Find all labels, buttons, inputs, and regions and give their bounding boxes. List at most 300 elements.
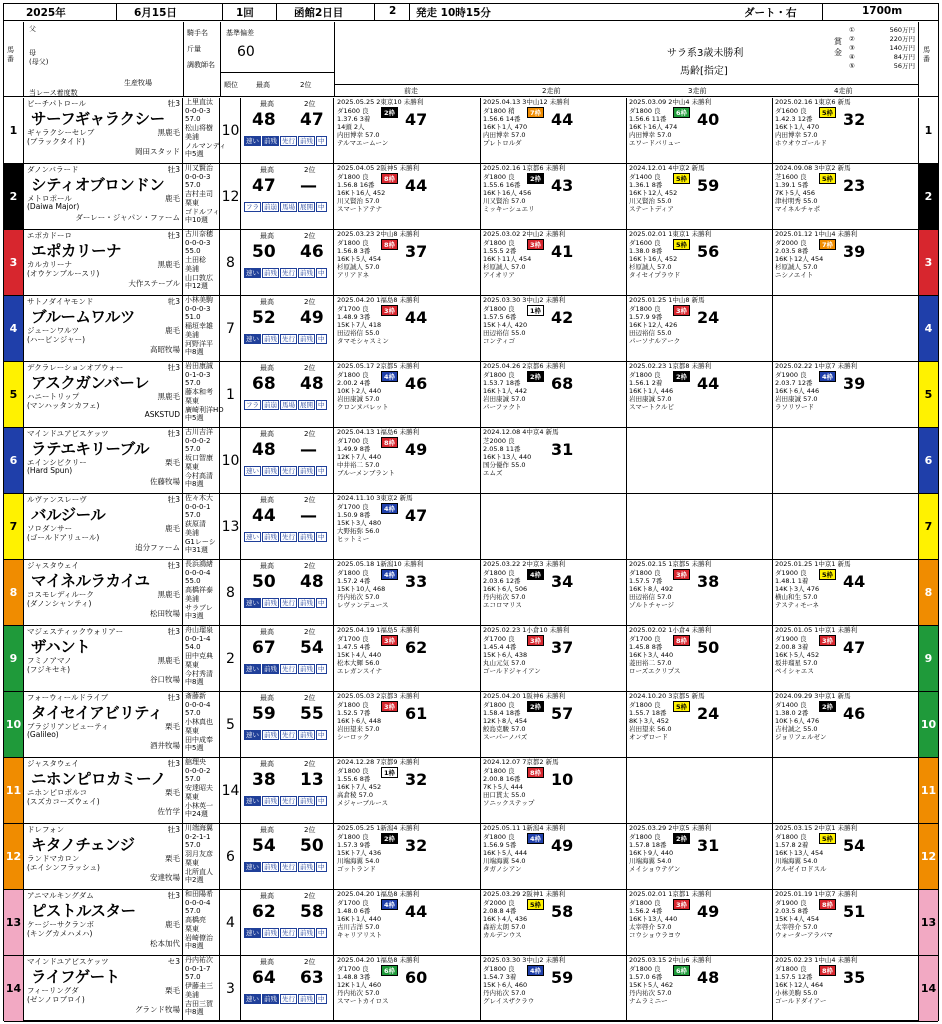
run-line: ダ1800 良 (775, 965, 807, 973)
jockey-line: 0-0-0-2 (185, 436, 211, 445)
style-tag: 中 (318, 731, 325, 739)
post-badge: 5枠 (527, 899, 544, 910)
run-line: ソニックステップ (483, 799, 535, 807)
prize-place: ⑤ (849, 62, 855, 70)
run-header: 2025.03.09 2中山4 未勝利 (629, 98, 712, 106)
run-score: 10 (551, 770, 574, 789)
run-score: 40 (697, 110, 720, 129)
best-score: 62 (252, 902, 276, 922)
run-line: 2.00.8 3着 (775, 643, 809, 651)
rank-order: 12 (221, 164, 241, 229)
run-line: 丹内祐次 57.0 (337, 593, 380, 601)
run-score: 44 (551, 110, 574, 129)
run-line: 16Kト7人 452 (337, 783, 382, 791)
coat-color: 黒鹿毛 (157, 392, 180, 401)
r4-caption: 4走前 (834, 87, 853, 95)
style-tag: 前残 (264, 533, 277, 541)
jockey-line: 中8週 (185, 1008, 204, 1017)
past-run (627, 692, 773, 757)
jockey-line: 栗東 (185, 660, 199, 669)
jockey-line: 田中克典 (185, 652, 213, 661)
broodmare-sire: (ゼンノロブロイ) (27, 995, 85, 1004)
second-score: 49 (300, 308, 324, 328)
run-line: 1.42.3 12番 (775, 115, 813, 123)
sire-name: ルヴァンスレーヴ (27, 495, 87, 504)
horse-row (4, 362, 938, 428)
run-line: ホウオウゴールド (775, 139, 827, 147)
run-line: 16Kト12人 464 (775, 981, 824, 989)
best-score: 67 (252, 638, 276, 658)
jockey-line: 河野洋平 (185, 339, 213, 348)
past-run (481, 428, 627, 493)
past-run (773, 824, 919, 889)
past-run (335, 890, 481, 955)
past-run (627, 362, 773, 427)
prize-row (849, 62, 915, 71)
style-tag: 馬場 (282, 401, 295, 409)
prize-amount: 220万円 (889, 35, 915, 43)
jockey-line: 川端海翼 (185, 824, 213, 832)
jockey-line: 高橋祥泰 (185, 586, 213, 595)
jockey-line: 上里直汰 (185, 98, 213, 106)
sex-age: 牡3 (167, 429, 180, 438)
run-header: 2025.05.11 1新潟4 未勝利 (483, 824, 566, 832)
post-badge: 2枠 (527, 173, 544, 184)
post-badge: 4枠 (381, 503, 398, 514)
bms-caption: (母父) (29, 58, 49, 66)
run-line: 16Kト1人 442 (483, 387, 528, 395)
frame-number: 14 (4, 956, 24, 1021)
past-run (335, 230, 481, 295)
run-line: スーパーノバズ (483, 733, 528, 741)
jockey-line: 0-0-0-4 (185, 568, 211, 577)
horse-info (25, 164, 183, 229)
run-line: ダ1600 良 (775, 107, 807, 115)
run-line: 16Kト1人 440 (337, 915, 382, 923)
post-badge: 2枠 (819, 701, 836, 712)
style-tag: 前崩 (264, 203, 277, 211)
horse-name: アスクガンバーレ (31, 374, 149, 392)
horse-row (4, 560, 938, 626)
run-line: ダ1900 良 (775, 899, 807, 907)
run-line: ダ1900 良 (775, 569, 807, 577)
broodmare-sire: (Daiwa Major) (27, 202, 80, 211)
run-score: 34 (551, 572, 574, 591)
jockey-line: 栗東 (185, 924, 199, 933)
run-line: 国分優作 55.0 (483, 461, 526, 469)
post-badge: 1枠 (527, 305, 544, 316)
jockey-line: 荻原清 (185, 520, 206, 529)
run-header: 2024.11.10 3東京2 新馬 (337, 494, 413, 502)
run-line: 1.57.9 9番 (629, 313, 663, 321)
run-line: 2.05.8 11番 (483, 445, 521, 453)
post-badge: 6枠 (673, 965, 690, 976)
run-score: 51 (843, 902, 866, 921)
broodmare-sire: (Hard Spun) (27, 466, 73, 475)
style-tag: 速い (246, 863, 259, 871)
run-line: ダ2000 良 (483, 899, 515, 907)
run-line: 16Kト13人 454 (775, 849, 824, 857)
breeder-name: 谷口牧場 (150, 675, 180, 684)
run-line: ダ1800 良 (483, 173, 515, 181)
run-line: 16Kト1人 470 (775, 123, 820, 131)
past-run (627, 758, 773, 823)
run-line: 津村明秀 55.0 (775, 197, 818, 205)
best-label: 最高 (260, 430, 274, 438)
style-tag: 前残 (300, 533, 313, 541)
second-label: 2位 (304, 166, 316, 174)
best-label: 最高 (260, 232, 274, 240)
jockey-line: 57.0 (185, 115, 201, 124)
coat-color: 栗毛 (165, 722, 180, 731)
dam-caption: 母 (29, 49, 36, 57)
race-day: 6月15日 (134, 7, 177, 19)
post-badge: 3枠 (381, 701, 398, 712)
second-score: — (300, 440, 317, 460)
style-tag: 前残 (264, 929, 277, 937)
run-line: ダ1800 良 (483, 569, 515, 577)
style-tag: 速い (246, 797, 259, 805)
sex-age: 牡3 (167, 759, 180, 768)
jockey-line: 美浦 (185, 528, 199, 537)
run-score: 49 (405, 440, 428, 459)
run-line: ダ1800 良 (483, 239, 515, 247)
sire-name: マジェスティックウォリアー (27, 627, 124, 636)
run-line: 1.56.9 5番 (483, 841, 517, 849)
frame-number-right: 10 (918, 692, 938, 757)
run-header: 2024.12.07 7京都2 新馬 (483, 758, 559, 766)
horse-name: ザハント (31, 638, 91, 656)
run-line: 1.55.6 8番 (337, 775, 371, 783)
style-tag: 先行 (282, 665, 295, 673)
jockey-line: 高橋亮 (185, 916, 206, 925)
column-header (4, 22, 938, 97)
style-tag: 速い (246, 995, 259, 1003)
run-line: 1.55.7 18番 (629, 709, 667, 717)
run-line: クルゼイロドスル (775, 865, 827, 873)
best-score: 59 (252, 704, 276, 724)
deviation-block (242, 692, 334, 757)
run-score: 56 (697, 242, 720, 261)
post-badge: 8枠 (673, 635, 690, 646)
jockey-line: 山口敦広 (185, 273, 213, 282)
sire-name: マインドユアビスケッツ (27, 957, 109, 966)
jockey-line: 吉村圭司 (185, 190, 213, 199)
sire-name: マインドユアビスケッツ (27, 429, 109, 438)
run-score: 31 (551, 440, 574, 459)
run-header: 2025.04.20 1福島8 未勝利 (337, 296, 420, 304)
frame-number-right: 8 (918, 560, 938, 625)
post-badge: 3枠 (527, 635, 544, 646)
frame-number: 8 (4, 560, 24, 625)
horse-info (25, 560, 183, 625)
frame-number: 2 (4, 164, 24, 229)
dam-name: ハニートリップ (27, 392, 80, 401)
second-label: 2位 (304, 496, 316, 504)
run-line: 田辺裕信 55.0 (483, 329, 526, 337)
run-line: ダ1800 良 (629, 701, 661, 709)
rank-order: 10 (221, 428, 241, 493)
run-line: 1.57.2 4番 (337, 577, 371, 585)
race-distance: 1700m (862, 5, 903, 17)
run-line: コウショウラヨウ (629, 931, 681, 939)
race-surface: ダート・右 (744, 7, 797, 19)
style-tag: 中 (318, 203, 325, 211)
run-line: 1.36.1 8番 (629, 181, 663, 189)
run-line: 2.00.8 16番 (483, 775, 521, 783)
second-label: 2位 (304, 562, 316, 570)
jockey-line: 51.0 (185, 313, 201, 322)
sire-name: アニマルキングダム (27, 891, 94, 900)
umaban-header-right: 馬番 (918, 22, 938, 97)
r2-caption: 2走前 (542, 87, 561, 95)
r3-caption: 3走前 (688, 87, 707, 95)
run-score: 43 (551, 176, 574, 195)
prize-amount: 140万円 (889, 44, 915, 52)
jockey-line: 長浜鴻緒 (185, 560, 213, 568)
post-badge: 4枠 (527, 569, 544, 580)
post-badge: 7枠 (527, 107, 544, 118)
past-run (481, 890, 627, 955)
prize-row (849, 44, 915, 53)
run-line: エムズ (483, 469, 503, 477)
jockey-line: 中24週 (185, 810, 208, 819)
past-run (773, 494, 919, 559)
style-tag: 速い (246, 665, 259, 673)
coat-color: 鹿毛 (165, 920, 180, 929)
best-score: 52 (252, 308, 276, 328)
run-line: 1.56.1 2着 (629, 379, 663, 387)
jockey-line: 0-0-0-4 (185, 898, 211, 907)
frame-number: 1 (4, 98, 24, 163)
dam-name: フミノアマノ (27, 656, 72, 665)
order-caption: 順位 (224, 81, 238, 89)
run-line: 中井裕二 57.0 (337, 461, 380, 469)
run-header: 2025.04.13 1福島6 未勝利 (337, 428, 420, 436)
run-line: エワードバリュー (629, 139, 681, 147)
broodmare-sire: (ダノンシャンティ) (27, 599, 92, 608)
style-tag: 前残 (264, 863, 277, 871)
run-header: 2025.02.16 1京都6 未勝利 (483, 164, 566, 172)
past-run (335, 164, 481, 229)
frame-number-right: 12 (918, 824, 938, 889)
run-score: 38 (697, 572, 720, 591)
run-line: 杉原誠人 57.0 (775, 263, 818, 271)
style-tag: 中 (318, 929, 325, 937)
run-header: 2025.05.25 2東京10 未勝利 (337, 98, 424, 106)
prize-list (849, 26, 915, 71)
horse-info (25, 890, 183, 955)
run-line: 杉原誠人 57.0 (483, 263, 526, 271)
style-tag: 前残 (264, 995, 277, 1003)
horse-row (4, 494, 938, 560)
past-run (335, 758, 481, 823)
run-score: 39 (843, 242, 866, 261)
trainer-caption: 調教師名 (187, 61, 215, 69)
rank-order: 14 (221, 758, 241, 823)
run-header: 2025.03.29 2阪神1 未勝利 (483, 890, 566, 898)
std-caption: 基準偏差 (226, 29, 254, 37)
style-tag: 前残 (264, 731, 277, 739)
run-line: 内田博幸 57.0 (337, 131, 380, 139)
prize-place: ① (849, 26, 855, 34)
style-tag: 前残 (300, 929, 313, 937)
run-line: 16Kト1人 470 (483, 123, 528, 131)
past-run (335, 98, 481, 163)
jockey-line: 栗東 (185, 396, 199, 405)
run-line: タマモシャスミン (337, 337, 389, 345)
style-tag: 速い (246, 929, 259, 937)
run-line: ブルーメンブラント (337, 469, 395, 477)
broodmare-sire: (フジキセキ) (27, 665, 71, 674)
past-run (335, 824, 481, 889)
run-header: 2025.03.15 2中京1 未勝利 (775, 824, 858, 832)
jockey-line: 吉田三賀 (185, 999, 213, 1008)
post-badge: 4枠 (381, 371, 398, 382)
post-badge: 3枠 (673, 569, 690, 580)
run-score: 68 (551, 374, 574, 393)
run-score: 32 (405, 770, 428, 789)
run-line: 1.49.9 8番 (337, 445, 371, 453)
style-tag: 中 (318, 269, 325, 277)
style-tags (244, 334, 332, 345)
run-header: 2024.12.01 4中京2 新馬 (629, 164, 705, 172)
run-header: 2025.02.23 1小倉10 未勝利 (483, 626, 570, 634)
run-line: 16Kト3人 440 (629, 651, 674, 659)
frame-number-right: 6 (918, 428, 938, 493)
prize-row (849, 35, 915, 44)
sex-age: 牡3 (167, 363, 180, 372)
deviation-block (242, 164, 334, 229)
run-line: 内田博幸 57.0 (483, 131, 526, 139)
style-tag: 先行 (282, 335, 295, 343)
style-tag: 前残 (264, 599, 277, 607)
horse-row (4, 692, 938, 758)
style-tag: 先行 (282, 269, 295, 277)
run-score: 50 (697, 638, 720, 657)
run-score: 62 (405, 638, 428, 657)
run-line: パーソナルアーク (629, 337, 681, 345)
run-line: 鮫島克駿 57.0 (483, 725, 526, 733)
run-line: ダ1700 良 (337, 503, 369, 511)
breeder-name: 佐竹学 (157, 807, 180, 816)
post-badge: 3枠 (381, 305, 398, 316)
dam-name: ソロダンサー (27, 524, 73, 533)
run-line: ニシノエイト (775, 271, 814, 279)
horse-name: キタノチェンジ (31, 836, 135, 854)
frame-number-right: 3 (918, 230, 938, 295)
best-label: 最高 (260, 892, 274, 900)
run-score: 41 (551, 242, 574, 261)
run-line: 1.56.8 3番 (337, 247, 371, 255)
run-line: ダ1400 良 (775, 701, 807, 709)
past-run (481, 956, 627, 1021)
past-run (335, 296, 481, 361)
best-score: 68 (252, 374, 276, 394)
run-line: 太宰啓介 57.0 (775, 923, 818, 931)
past-run (481, 560, 627, 625)
second-label: 2位 (304, 826, 316, 834)
run-score: 24 (697, 308, 720, 327)
post-badge: 3枠 (673, 899, 690, 910)
post-badge: 7枠 (819, 239, 836, 250)
frame-number: 11 (4, 758, 24, 823)
run-header: 2025.04.26 2京都6 未勝利 (483, 362, 566, 370)
run-score: 35 (843, 968, 866, 987)
second-label: 2位 (304, 430, 316, 438)
post-badge: 5枠 (819, 173, 836, 184)
jockey-block (184, 758, 220, 823)
rank-order: 7 (221, 296, 241, 361)
sex-age: 牡3 (167, 561, 180, 570)
run-header: 2025.03.23 2中山8 未勝利 (337, 230, 420, 238)
post-badge: 6枠 (673, 107, 690, 118)
style-tags (244, 136, 332, 147)
run-line: 1.56.6 14番 (483, 115, 521, 123)
broodmare-sire: (スズカコーズウェイ) (27, 797, 100, 806)
run-header: 2025.03.15 2中山6 未勝利 (629, 956, 712, 964)
style-tags (244, 796, 332, 807)
best-caption: 最高 (256, 81, 270, 89)
past-run (335, 956, 481, 1021)
run-line: メジャーブルース (337, 799, 388, 807)
jockey-line: 中8週 (185, 678, 204, 687)
run-line: 15Kト6人 460 (483, 981, 528, 989)
run-line: レヴァンデュース (337, 601, 389, 609)
run-header: 2025.03.29 2中京5 未勝利 (629, 824, 712, 832)
run-line: 丹内祐次 57.0 (483, 593, 526, 601)
run-line: 1.57.5 12番 (775, 973, 813, 981)
run-line: テルマエームーン (337, 139, 389, 147)
run-line: 12Kト7人 440 (337, 453, 382, 461)
jockey-line: 栗東 (185, 858, 199, 867)
style-tag: 展開 (300, 203, 313, 211)
run-score: 37 (405, 242, 428, 261)
jockey-line: 0-0-0-3 (185, 238, 211, 247)
jockey-line: 中12週 (185, 282, 208, 291)
style-tag: 前崩 (264, 401, 277, 409)
sex-age: 牡3 (167, 495, 180, 504)
frame-number-right: 9 (918, 626, 938, 691)
dam-name: ケージーサクランボ (27, 920, 95, 929)
run-line: 1.56.2 4番 (629, 907, 663, 915)
run-header: 2024.12.08 4中京4 新馬 (483, 428, 559, 436)
run-line: ミッキーシュエリ (483, 205, 535, 213)
jockey-line: G1レーシ (185, 537, 216, 546)
run-line: 1.53.7 18番 (483, 379, 521, 387)
coat-color: 栗毛 (165, 854, 180, 863)
run-line: 8Kト3人 452 (629, 717, 670, 725)
jockey-block (184, 692, 220, 757)
style-tag: 中 (318, 335, 325, 343)
prize-place: ② (849, 35, 855, 43)
sire-name: ジャスタウェイ (27, 561, 80, 570)
run-line: テスティモーネ (775, 601, 820, 609)
run-line: エレガンスイナ (337, 667, 383, 675)
frame-number: 4 (4, 296, 24, 361)
run-line: 12Kト8人 454 (483, 717, 528, 725)
post-badge: 8枠 (819, 899, 836, 910)
jockey-line: 中3週 (185, 612, 204, 621)
run-line: ダ1700 良 (483, 635, 515, 643)
run-line: 1.55.6 16番 (483, 181, 521, 189)
past-run (773, 98, 919, 163)
jockey-line: 0-0-0-3 (185, 106, 211, 115)
horse-row (4, 626, 938, 692)
best-score: 64 (252, 968, 276, 988)
dam-name: ジューンワルツ (27, 326, 79, 335)
jockey-line: 佐々木大 (185, 494, 213, 502)
